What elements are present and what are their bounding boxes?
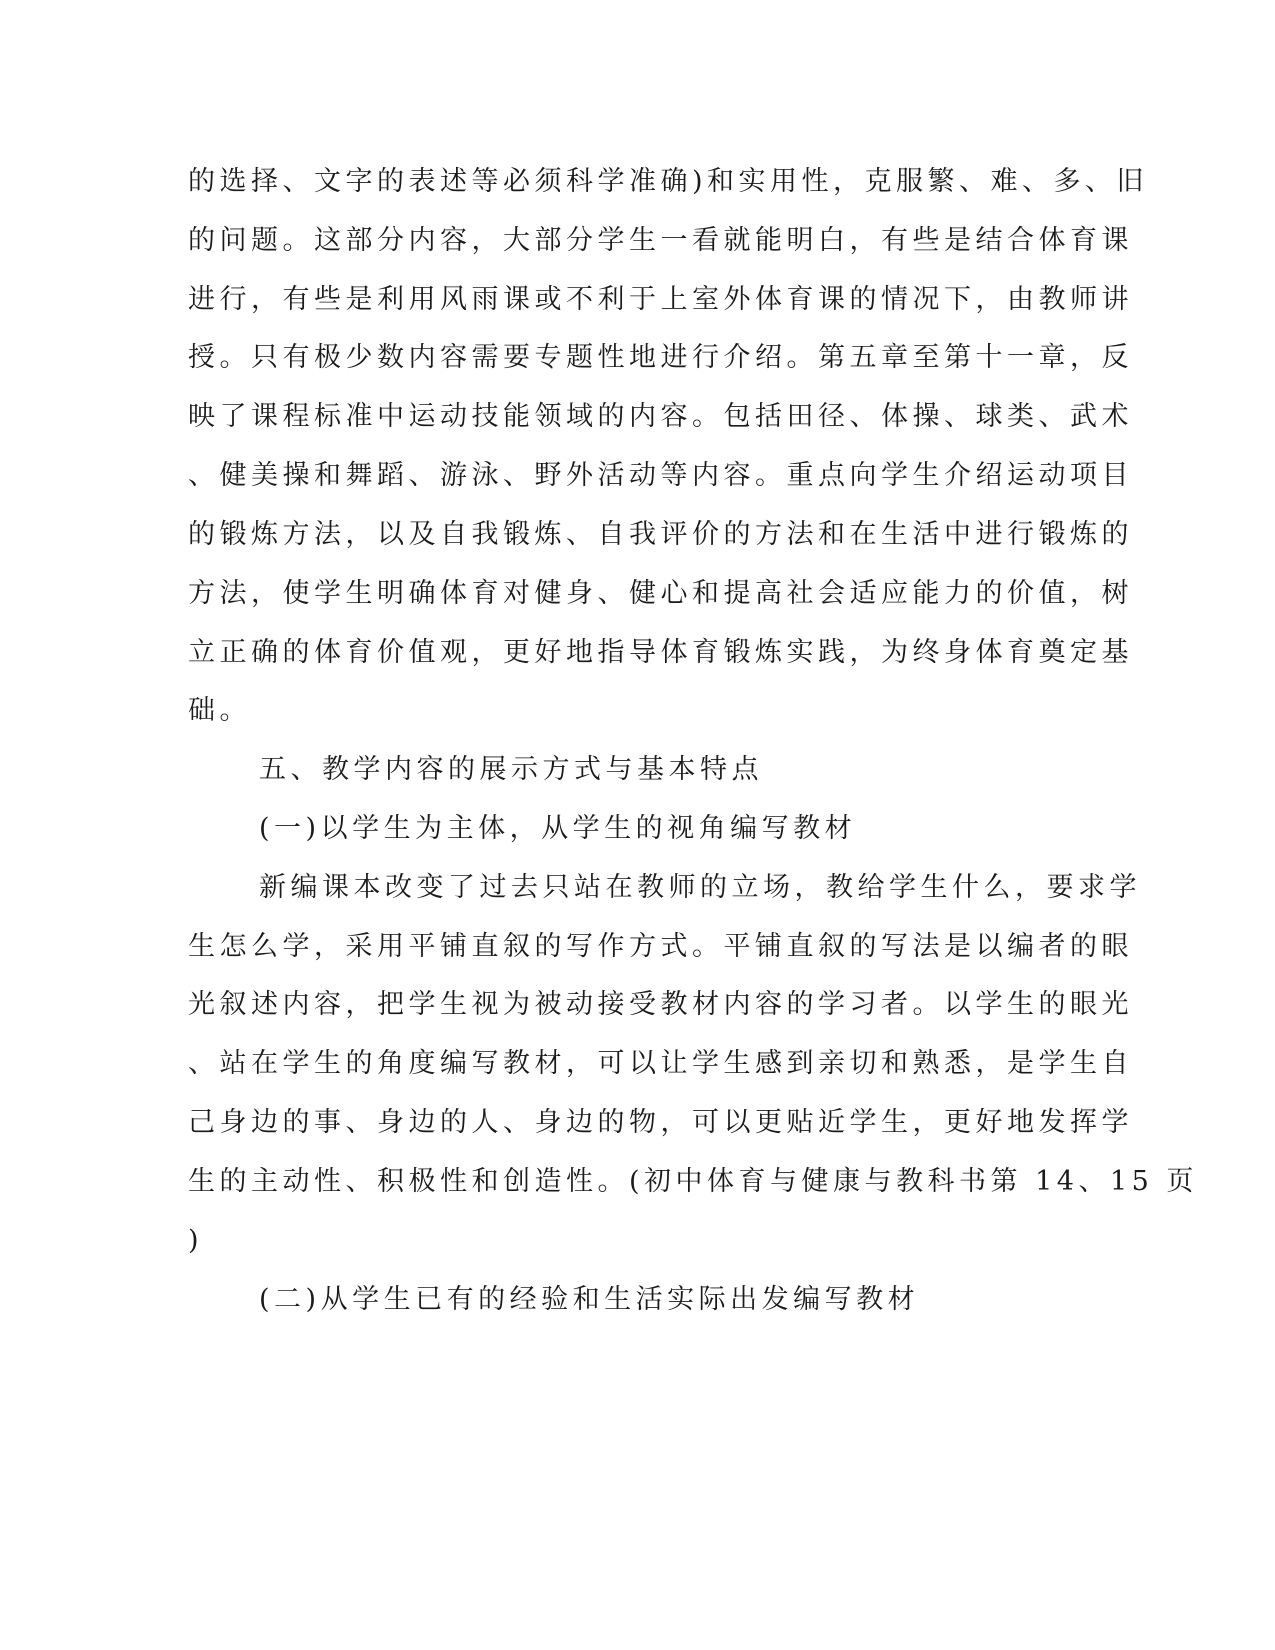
section-heading: 五、教学内容的展示方式与基本特点 <box>259 754 763 785</box>
body-text-line: 的锻炼方法，以及自我锻炼、自我评价的方法和在生活中进行锻炼的 <box>188 519 1133 550</box>
body-text-line: 进行，有些是利用风雨课或不利于上室外体育课的情况下，由教师讲 <box>188 284 1133 315</box>
body-text-line: 方法，使学生明确体育对健身、健心和提高社会适应能力的价值，树 <box>188 578 1133 609</box>
body-text-line: 、健美操和舞蹈、游泳、野外活动等内容。重点向学生介绍运动项目 <box>188 460 1133 491</box>
subsection-heading: (一)以学生为主体，从学生的视角编写教材 <box>259 813 857 844</box>
body-text-line: ) <box>188 1225 204 1256</box>
body-text-line: 光叙述内容，把学生视为被动接受教材内容的学习者。以学生的眼光 <box>188 989 1133 1020</box>
body-text-line: 生的主动性、积极性和创造性。(初中体育与健康与教科书第 14、15 页 <box>188 1166 1198 1197</box>
body-text-line: 授。只有极少数内容需要专题性地进行介绍。第五章至第十一章，反 <box>188 342 1133 373</box>
body-text-line: 己身边的事、身边的人、身边的物，可以更贴近学生，更好地发挥学 <box>188 1107 1133 1138</box>
body-text-line: 的选择、文字的表述等必须科学准确)和实用性，克服繁、难、多、旧 <box>188 166 1149 197</box>
body-text-line: 新编课本改变了过去只站在教师的立场，教给学生什么，要求学 <box>259 872 1141 903</box>
body-text-line: 的问题。这部分内容，大部分学生一看就能明白，有些是结合体育课 <box>188 225 1133 256</box>
body-text-line: 立正确的体育价值观，更好地指导体育锻炼实践，为终身体育奠定基 <box>188 637 1133 668</box>
body-text-line: 、站在学生的角度编写教材，可以让学生感到亲切和熟悉，是学生自 <box>188 1048 1133 1079</box>
body-text-line: 生怎么学，采用平铺直叙的写作方式。平铺直叙的写法是以编者的眼 <box>188 931 1133 962</box>
body-text-line: 础。 <box>188 695 251 726</box>
body-text-line: 映了课程标准中运动技能领域的内容。包括田径、体操、球类、武术 <box>188 401 1133 432</box>
subsection-heading: (二)从学生已有的经验和生活实际出发编写教材 <box>259 1284 920 1315</box>
